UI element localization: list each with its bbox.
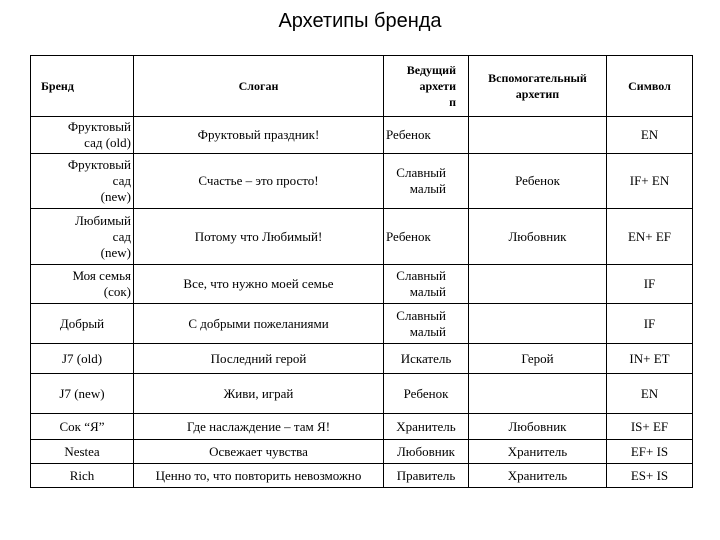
table-row (31, 464, 693, 488)
slogan-cell: Ценно то, что повторить невозможно (134, 464, 384, 488)
symbol-cell: EN+ EF (607, 209, 693, 265)
header-symbol: Символ (607, 56, 693, 117)
header-lead-archetype: Ведущий архети п (384, 56, 469, 117)
table-row (31, 374, 693, 414)
aux-archetype-cell (469, 117, 607, 154)
page-title: Архетипы бренда (278, 10, 442, 32)
aux-archetype-cell: Ребенок (469, 154, 607, 209)
table-row (31, 304, 693, 344)
brand-cell: J7 (old) (31, 344, 134, 374)
table-row (31, 414, 693, 440)
table-row (31, 209, 693, 265)
aux-archetype-cell: Герой (469, 344, 607, 374)
lead-archetype-cell: Славный малый (384, 265, 469, 304)
lead-archetype-cell: Ребенок (384, 209, 469, 265)
lead-archetype-cell: Славный малый (384, 154, 469, 209)
slogan-cell: С добрыми пожеланиями (134, 304, 384, 344)
slogan-cell: Последний герой (134, 344, 384, 374)
table-row (31, 265, 693, 304)
symbol-cell: EN (607, 117, 693, 154)
table-row (31, 117, 693, 154)
slogan-cell: Фруктовый праздник! (134, 117, 384, 154)
lead-archetype-cell: Хранитель (384, 414, 469, 440)
brand-cell: Моя семья (сок) (31, 265, 134, 304)
slogan-cell: Где наслаждение – там Я! (134, 414, 384, 440)
lead-archetype-cell: Ребенок (384, 374, 469, 414)
symbol-cell: EF+ IS (607, 440, 693, 464)
brand-cell: Фруктовый сад (old) (31, 117, 134, 154)
brand-cell: J7 (new) (31, 374, 134, 414)
slogan-cell: Счастье – это просто! (134, 154, 384, 209)
table-row (31, 440, 693, 464)
symbol-cell: IF+ EN (607, 154, 693, 209)
aux-archetype-cell: Любовник (469, 209, 607, 265)
aux-archetype-cell (469, 304, 607, 344)
aux-archetype-cell: Хранитель (469, 440, 607, 464)
symbol-cell: IS+ EF (607, 414, 693, 440)
symbol-cell: IF (607, 304, 693, 344)
brand-cell: Любимый сад (new) (31, 209, 134, 265)
table-row (31, 154, 693, 209)
lead-archetype-cell: Искатель (384, 344, 469, 374)
header-brand: Бренд (31, 56, 134, 117)
brand-cell: Добрый (31, 304, 134, 344)
brand-cell: Nestea (31, 440, 134, 464)
aux-archetype-cell: Любовник (469, 414, 607, 440)
symbol-cell: ES+ IS (607, 464, 693, 488)
symbol-cell: IF (607, 265, 693, 304)
header-row (31, 56, 693, 117)
slogan-cell: Потому что Любимый! (134, 209, 384, 265)
symbol-cell: EN (607, 374, 693, 414)
brand-cell: Фруктовый сад (new) (31, 154, 134, 209)
archetypes-table (30, 55, 693, 488)
header-aux-archetype: Вспомогательный архетип (469, 56, 607, 117)
slogan-cell: Освежает чувства (134, 440, 384, 464)
lead-archetype-cell: Ребенок (384, 117, 469, 154)
lead-archetype-cell: Правитель (384, 464, 469, 488)
slogan-cell: Живи, играй (134, 374, 384, 414)
table-row (31, 344, 693, 374)
aux-archetype-cell (469, 265, 607, 304)
symbol-cell: IN+ ET (607, 344, 693, 374)
lead-archetype-cell: Славный малый (384, 304, 469, 344)
brand-cell: Сок “Я” (31, 414, 134, 440)
brand-cell: Rich (31, 464, 134, 488)
aux-archetype-cell (469, 374, 607, 414)
lead-archetype-cell: Любовник (384, 440, 469, 464)
slogan-cell: Все, что нужно моей семье (134, 265, 384, 304)
aux-archetype-cell: Хранитель (469, 464, 607, 488)
header-slogan: Слоган (134, 56, 384, 117)
